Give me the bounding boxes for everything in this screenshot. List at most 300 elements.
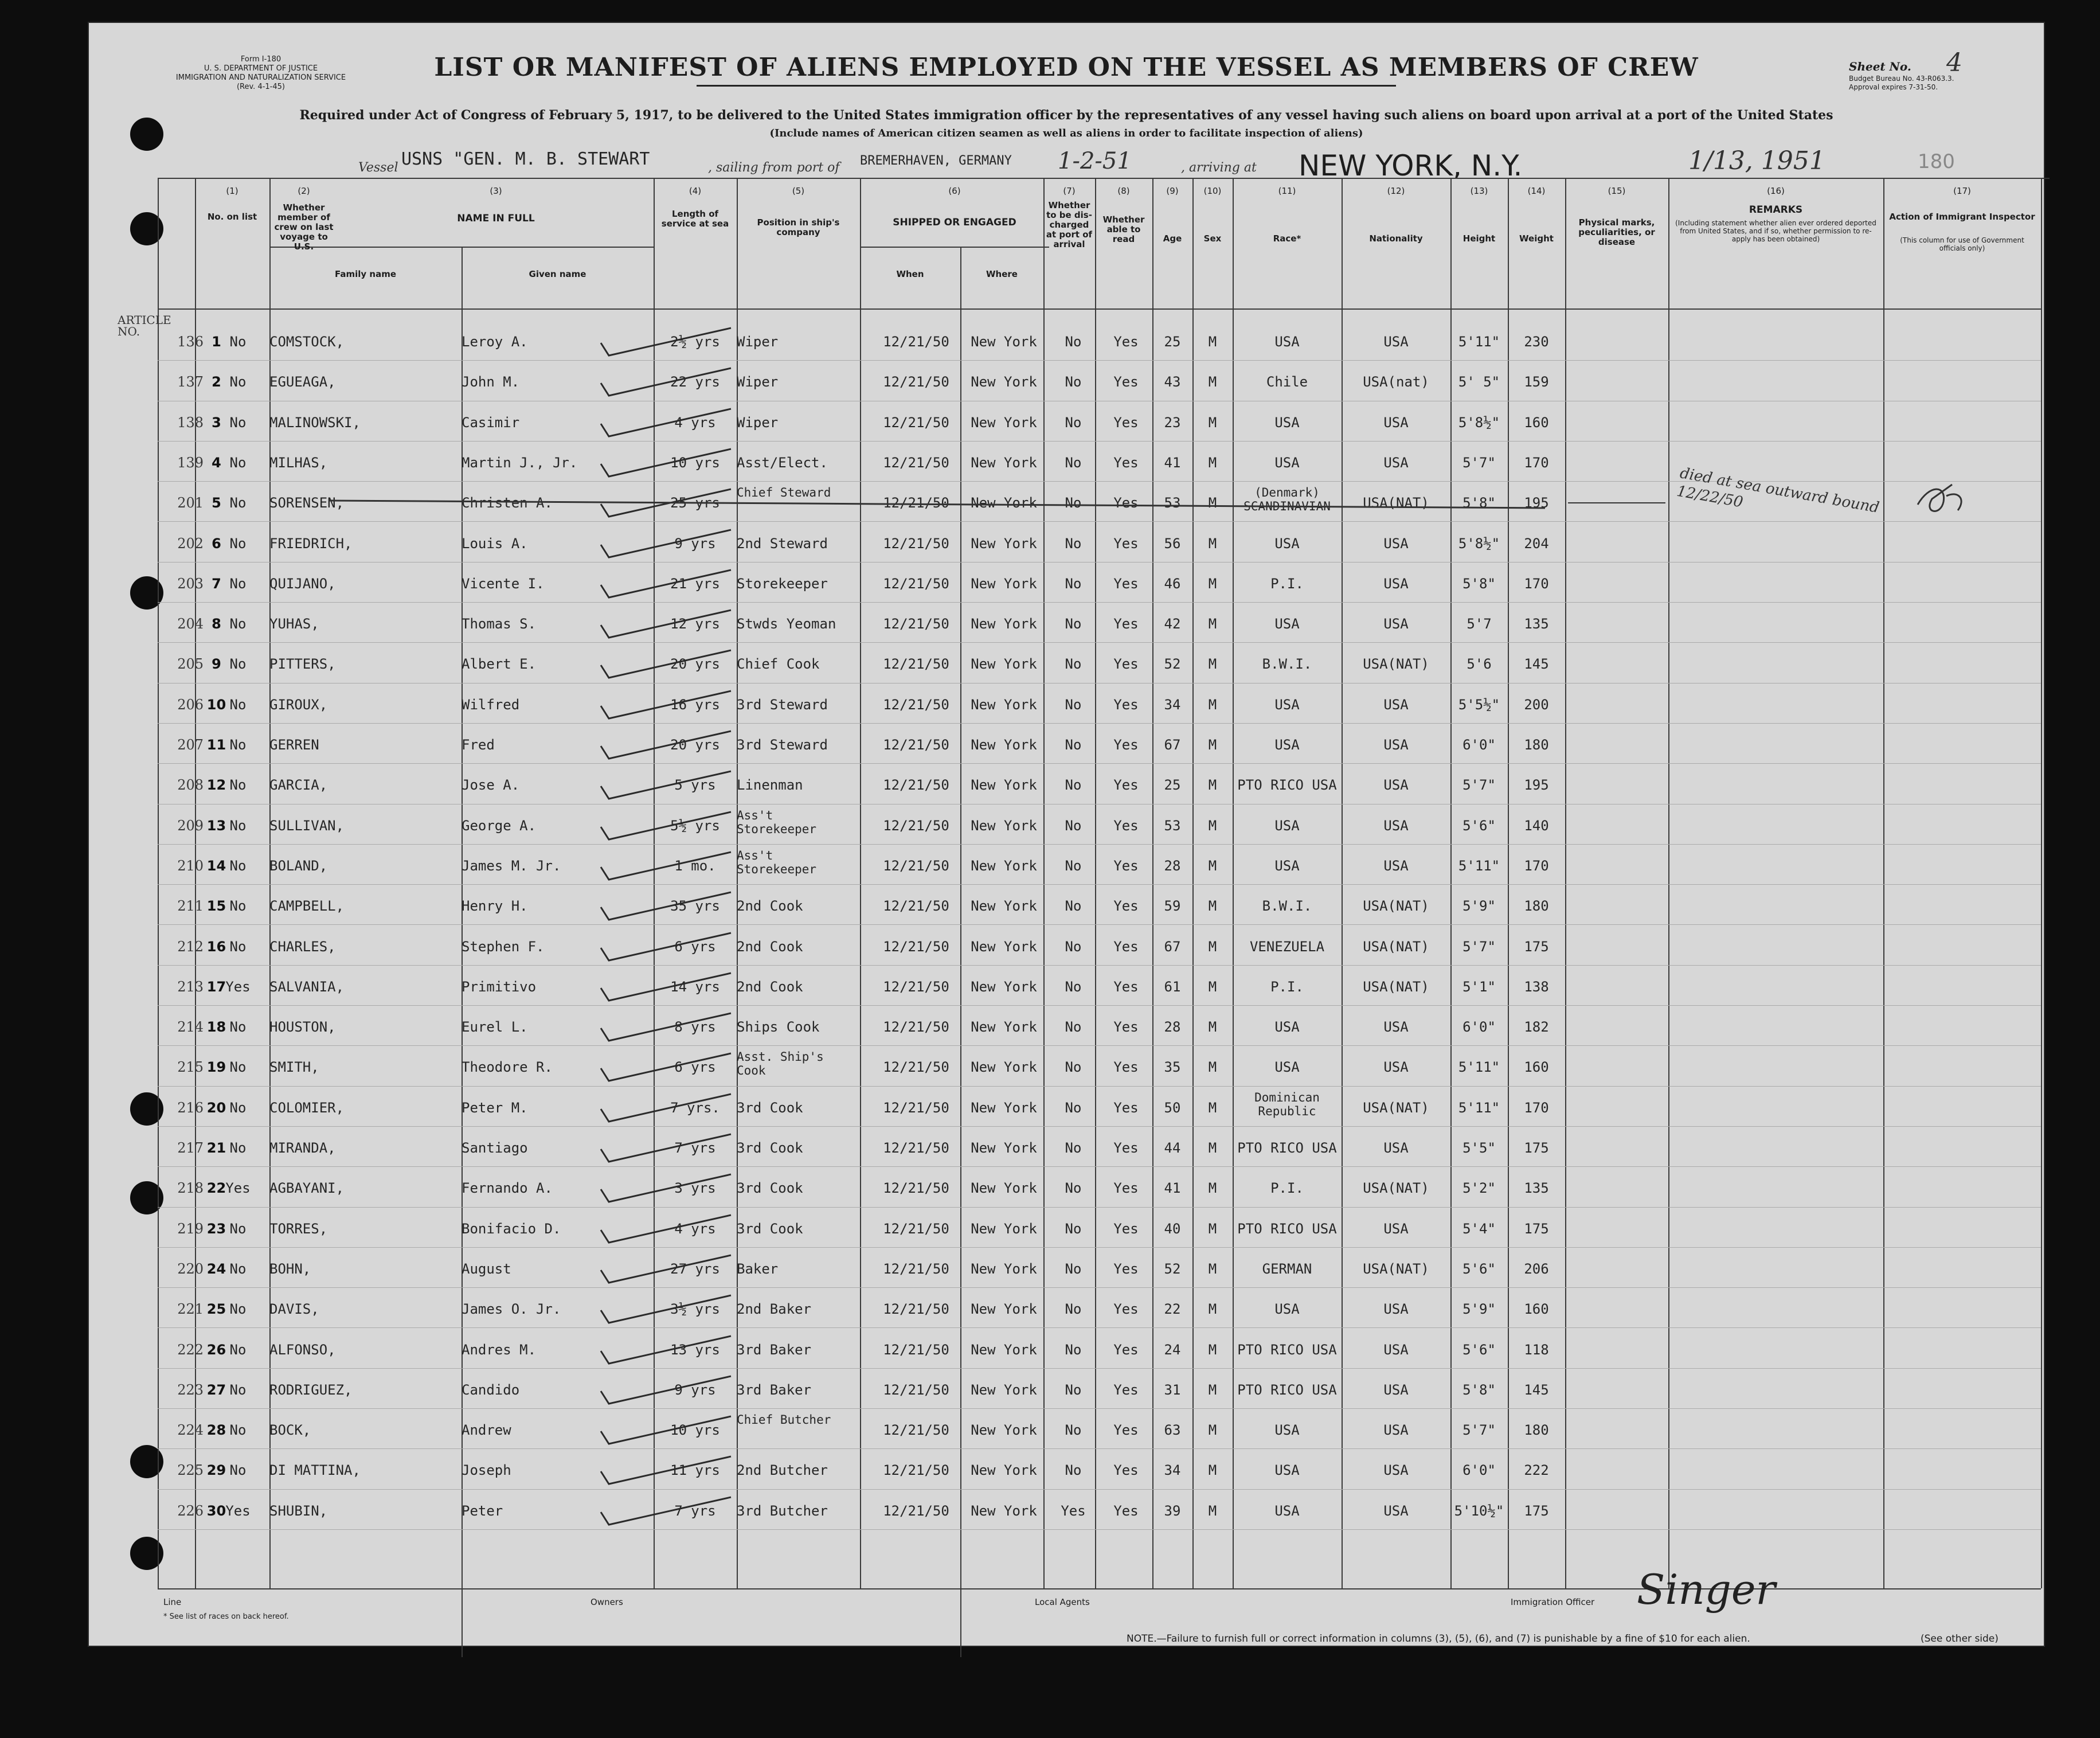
document-subtitle: Required under Act of Congress of February 5, 1917, to be delivered to the United States immigration officer by the representatives of any vessel having such aliens on board upon arrival at a port of the United States <box>299 108 1833 123</box>
department: U. S. DEPARTMENT OF JUSTICE <box>204 64 318 73</box>
able-to-read: Yes <box>1113 1381 1139 1398</box>
height: 5'5" <box>1462 1140 1496 1156</box>
member-last-voyage: No <box>229 1260 247 1277</box>
shipped-when: 12/21/50 <box>883 938 949 955</box>
age: 43 <box>1164 374 1181 390</box>
member-last-voyage: No <box>229 1422 247 1439</box>
check-mark-icon <box>596 890 734 924</box>
given-name: Martin J., Jr. <box>462 454 578 471</box>
nationality: USA(NAT) <box>1363 1180 1429 1197</box>
row-rule <box>158 723 2041 724</box>
discharged: No <box>1065 616 1082 632</box>
nationality: USA(nat) <box>1363 374 1429 390</box>
discharged: No <box>1065 454 1082 471</box>
race: USA <box>1274 1462 1300 1479</box>
article-number: 203 <box>177 575 204 592</box>
race: USA <box>1274 414 1300 431</box>
discharged: No <box>1065 1462 1082 1479</box>
given-name: Bonifacio D. <box>462 1220 561 1237</box>
sex: M <box>1208 1140 1217 1156</box>
weight: 140 <box>1524 817 1549 834</box>
discharged: No <box>1065 1260 1082 1277</box>
sex: M <box>1208 1059 1217 1076</box>
col-number: (12) <box>1387 186 1405 196</box>
member-last-voyage: No <box>229 938 247 955</box>
article-number: 209 <box>177 817 204 834</box>
race: USA <box>1274 1059 1300 1076</box>
able-to-read: Yes <box>1113 777 1139 794</box>
discharged: No <box>1065 1180 1082 1197</box>
check-mark-icon <box>596 568 734 602</box>
shipped-when: 12/21/50 <box>883 414 949 431</box>
check-mark-icon <box>596 729 734 763</box>
footer-owners-label: Owners <box>590 1597 623 1607</box>
race: VENEZUELA <box>1249 938 1325 955</box>
race: USA <box>1274 454 1300 471</box>
document-subtitle-2: (Include names of American citizen seamen as well as aliens in order to facilitate inspection of aliens) <box>769 127 1363 139</box>
nationality: USA(NAT) <box>1363 898 1429 915</box>
sex: M <box>1208 535 1217 552</box>
length-of-service: 9 yrs <box>674 1381 716 1398</box>
row-number: 3 <box>212 414 221 431</box>
nationality: USA(NAT) <box>1363 1260 1429 1277</box>
shipped-where: New York <box>971 1341 1037 1358</box>
check-mark-icon <box>596 850 734 884</box>
length-of-service: 35 yrs <box>670 898 720 915</box>
height: 5'6" <box>1462 817 1496 834</box>
row-rule <box>158 1448 2041 1449</box>
position: 3rd Cook <box>737 1099 803 1116</box>
sex: M <box>1208 1180 1217 1197</box>
article-number: 138 <box>177 414 204 431</box>
member-last-voyage: No <box>229 414 247 431</box>
family-name: YUHAS, <box>269 616 319 632</box>
sex: M <box>1208 938 1217 955</box>
row-rule <box>158 965 2041 966</box>
family-name: PITTERS, <box>269 656 336 673</box>
length-of-service: 22 yrs <box>670 374 720 390</box>
position: Ass't Storekeeper <box>737 808 817 836</box>
discharged: No <box>1065 575 1082 592</box>
given-name: Henry H. <box>462 898 528 915</box>
shipped-where: New York <box>971 1099 1037 1116</box>
length-of-service: 27 yrs <box>670 1260 720 1277</box>
race: P.I. <box>1270 1180 1304 1197</box>
race: USA <box>1274 1422 1300 1439</box>
check-mark-icon <box>596 1293 734 1327</box>
weight: 182 <box>1524 1019 1549 1036</box>
check-mark-icon <box>596 407 734 441</box>
position: Storekeeper <box>737 575 828 592</box>
shipped-where: New York <box>971 1462 1037 1479</box>
sex: M <box>1208 817 1217 834</box>
discharged: No <box>1065 938 1082 955</box>
table-row <box>89 1006 2044 1046</box>
nationality: USA <box>1383 1019 1409 1036</box>
shipped-when: 12/21/50 <box>883 978 949 995</box>
shipped-where: New York <box>971 1502 1037 1519</box>
header-length-service: Length of service at sea <box>661 209 729 229</box>
length-of-service: 6 yrs <box>674 1059 716 1076</box>
member-last-voyage: No <box>229 1019 247 1036</box>
article-number: 202 <box>177 535 204 552</box>
shipped-where: New York <box>971 1301 1037 1318</box>
position: Linenman <box>737 777 803 794</box>
nationality: USA <box>1383 1422 1409 1439</box>
check-mark-icon <box>596 528 734 562</box>
row-number: 22 <box>206 1180 226 1197</box>
family-name: CAMPBELL, <box>269 898 345 915</box>
sex: M <box>1208 1422 1217 1439</box>
table-row <box>89 966 2044 1006</box>
shipped-where: New York <box>971 1140 1037 1156</box>
table-row <box>89 1167 2044 1208</box>
able-to-read: Yes <box>1113 1019 1139 1036</box>
sex: M <box>1208 454 1217 471</box>
shipped-where: New York <box>971 374 1037 390</box>
row-number: 30 <box>206 1502 226 1519</box>
row-number: 11 <box>206 737 226 753</box>
col-number: (16) <box>1767 186 1785 196</box>
nationality: USA <box>1383 817 1409 834</box>
given-name: Fred <box>462 737 495 753</box>
weight: 175 <box>1524 1502 1549 1519</box>
article-number: 212 <box>177 938 204 955</box>
family-name: BOLAND, <box>269 857 328 874</box>
height: 5'7 <box>1467 616 1492 632</box>
nationality: USA <box>1383 857 1409 874</box>
shipped-when: 12/21/50 <box>883 777 949 794</box>
initials-mark <box>1912 479 1975 519</box>
shipped-when: 12/21/50 <box>883 1180 949 1197</box>
given-name: Albert E. <box>462 656 537 673</box>
header-height: Height <box>1462 233 1496 244</box>
row-number: 4 <box>212 454 221 471</box>
grid-line <box>158 178 2041 179</box>
shipped-where: New York <box>971 495 1037 511</box>
family-name: BOHN, <box>269 1260 311 1277</box>
article-number: 205 <box>177 656 204 673</box>
race: USA <box>1274 737 1300 753</box>
position: Ass't Storekeeper <box>737 848 817 876</box>
footer-officer-label: Immigration Officer <box>1511 1597 1595 1607</box>
family-name: AGBAYANI, <box>269 1180 345 1197</box>
length-of-service: 3 yrs <box>674 1180 716 1197</box>
shipped-when: 12/21/50 <box>883 1140 949 1156</box>
given-name: Joseph <box>462 1462 511 1479</box>
article-number: 217 <box>177 1140 204 1156</box>
able-to-read: Yes <box>1113 978 1139 995</box>
position: Asst. Ship's Cook <box>737 1050 824 1078</box>
race: GERMAN <box>1262 1260 1312 1277</box>
given-name: Theodore R. <box>462 1059 553 1076</box>
age: 41 <box>1164 1180 1181 1197</box>
length-of-service: 10 yrs <box>670 454 720 471</box>
length-of-service: 4 yrs <box>674 1220 716 1237</box>
able-to-read: Yes <box>1113 495 1139 511</box>
length-of-service: 8 yrs <box>674 1019 716 1036</box>
col-number: (8) <box>1117 186 1130 196</box>
age: 41 <box>1164 454 1181 471</box>
shipped-where: New York <box>971 575 1037 592</box>
race: B.W.I. <box>1262 898 1312 915</box>
shipped-when: 12/21/50 <box>883 334 949 350</box>
header-nationality: Nationality <box>1369 233 1423 244</box>
height: 5'7" <box>1462 777 1496 794</box>
height: 5'10½" <box>1454 1502 1504 1519</box>
row-number: 1 <box>212 334 221 350</box>
height: 5'11" <box>1458 1059 1500 1076</box>
row-number: 7 <box>212 575 221 592</box>
header-name-in-full: NAME IN FULL <box>457 213 535 224</box>
family-name: GARCIA, <box>269 777 328 794</box>
sex: M <box>1208 857 1217 874</box>
discharged: No <box>1065 656 1082 673</box>
family-name: SHUBIN, <box>269 1502 328 1519</box>
nationality: USA <box>1383 1301 1409 1318</box>
given-name: Christen A. <box>462 495 553 511</box>
family-name: GIROUX, <box>269 696 328 713</box>
sex: M <box>1208 1381 1217 1398</box>
given-name: Primitivo <box>462 978 537 995</box>
article-number: 220 <box>177 1260 204 1277</box>
article-number: 223 <box>177 1381 204 1398</box>
sex: M <box>1208 1301 1217 1318</box>
height: 5'8½" <box>1458 535 1500 552</box>
length-of-service: 25 yrs <box>670 495 720 511</box>
discharged: No <box>1065 535 1082 552</box>
height: 5'7" <box>1462 454 1496 471</box>
position: Asst/Elect. <box>737 454 828 471</box>
nationality: USA <box>1383 414 1409 431</box>
article-number: 224 <box>177 1422 204 1439</box>
given-name: George A. <box>462 817 537 834</box>
position: 3rd Cook <box>737 1220 803 1237</box>
row-number: 2 <box>212 374 221 390</box>
discharged: No <box>1065 1059 1082 1076</box>
able-to-read: Yes <box>1113 454 1139 471</box>
article-number: 215 <box>177 1059 204 1076</box>
departure-port: BREMERHAVEN, GERMANY <box>860 154 1012 168</box>
able-to-read: Yes <box>1113 535 1139 552</box>
family-name: RODRIGUEZ, <box>269 1381 353 1398</box>
race: USA <box>1274 696 1300 713</box>
discharged: No <box>1065 414 1082 431</box>
discharged: No <box>1065 1301 1082 1318</box>
remark-line <box>1568 502 1665 503</box>
shipped-where: New York <box>971 817 1037 834</box>
shipped-where: New York <box>971 1422 1037 1439</box>
able-to-read: Yes <box>1113 1180 1139 1197</box>
weight: 206 <box>1524 1260 1549 1277</box>
arrival-date: 1/13, 1951 <box>1688 146 1825 175</box>
row-rule <box>158 1166 2041 1167</box>
discharged: No <box>1065 1220 1082 1237</box>
row-rule <box>158 844 2041 845</box>
given-name: Eurel L. <box>462 1019 528 1036</box>
table-row <box>89 1248 2044 1288</box>
length-of-service: 20 yrs <box>670 737 720 753</box>
revision: (Rev. 4-1-45) <box>236 83 285 91</box>
age: 39 <box>1164 1502 1181 1519</box>
row-rule <box>158 1086 2041 1087</box>
given-name: John M. <box>462 374 520 390</box>
height: 5'8" <box>1462 495 1496 511</box>
race: USA <box>1274 1301 1300 1318</box>
position: Wiper <box>737 374 779 390</box>
position: Baker <box>737 1260 779 1277</box>
age: 25 <box>1164 777 1181 794</box>
able-to-read: Yes <box>1113 817 1139 834</box>
check-mark-icon <box>596 1213 734 1247</box>
given-name: Stephen F. <box>462 938 545 955</box>
given-name: James O. Jr. <box>462 1301 561 1318</box>
weight: 138 <box>1524 978 1549 995</box>
able-to-read: Yes <box>1113 616 1139 632</box>
check-mark-icon <box>596 447 734 481</box>
nationality: USA <box>1383 454 1409 471</box>
race: Dominican Republic <box>1254 1090 1320 1118</box>
given-name: Andres M. <box>462 1341 537 1358</box>
table-row <box>89 885 2044 925</box>
age: 34 <box>1164 696 1181 713</box>
check-mark-icon <box>596 326 734 360</box>
sheet-label: Sheet No. <box>1849 60 1911 73</box>
shipped-when: 12/21/50 <box>883 495 949 511</box>
discharged: Yes <box>1061 1502 1086 1519</box>
row-number: 23 <box>206 1220 226 1237</box>
shipped-where: New York <box>971 938 1037 955</box>
row-rule <box>158 562 2041 563</box>
shipped-when: 12/21/50 <box>883 656 949 673</box>
row-number: 19 <box>206 1059 226 1076</box>
family-name: SMITH, <box>269 1059 319 1076</box>
header-action-note: (This column for use of Government officials only) <box>1900 236 2024 252</box>
col-number: (13) <box>1470 186 1488 196</box>
age: 67 <box>1164 737 1181 753</box>
nationality: USA <box>1383 1220 1409 1237</box>
sheet-number: 4 <box>1946 48 1962 77</box>
race: USA <box>1274 1019 1300 1036</box>
table-row <box>89 402 2044 442</box>
row-rule <box>158 1126 2041 1127</box>
length-of-service: 5 yrs <box>674 777 716 794</box>
table-row <box>89 845 2044 885</box>
given-name: James M. Jr. <box>462 857 561 874</box>
weight: 160 <box>1524 414 1549 431</box>
header-no-on-list: No. on list <box>207 212 257 222</box>
given-name: Vicente I. <box>462 575 545 592</box>
stamp-number: 180 <box>1918 150 1955 173</box>
col-number: (7) <box>1063 186 1076 196</box>
able-to-read: Yes <box>1113 1341 1139 1358</box>
discharged: No <box>1065 978 1082 995</box>
height: 6'0" <box>1462 1019 1496 1036</box>
family-name: BOCK, <box>269 1422 311 1439</box>
col-number: (14) <box>1527 186 1546 196</box>
nationality: USA <box>1383 777 1409 794</box>
age: 52 <box>1164 1260 1181 1277</box>
discharged: No <box>1065 1140 1082 1156</box>
shipped-when: 12/21/50 <box>883 1341 949 1358</box>
length-of-service: 11 yrs <box>670 1462 720 1479</box>
article-number: 222 <box>177 1341 204 1358</box>
height: 5'8" <box>1462 575 1496 592</box>
row-number: 8 <box>212 616 221 632</box>
article-number: 221 <box>177 1301 204 1318</box>
position: Chief Steward <box>737 486 831 500</box>
length-of-service: 6 yrs <box>674 938 716 955</box>
weight: 160 <box>1524 1059 1549 1076</box>
sex: M <box>1208 374 1217 390</box>
weight: 159 <box>1524 374 1549 390</box>
shipped-when: 12/21/50 <box>883 1099 949 1116</box>
header-shipped-engaged: SHIPPED OR ENGAGED <box>893 217 1016 228</box>
family-name: CHARLES, <box>269 938 336 955</box>
race: USA <box>1274 334 1300 350</box>
check-mark-icon <box>596 689 734 723</box>
shipped-where: New York <box>971 978 1037 995</box>
row-rule <box>158 884 2041 885</box>
length-of-service: 2½ yrs <box>670 334 720 350</box>
col-number: (6) <box>948 186 961 196</box>
row-rule <box>158 1327 2041 1328</box>
member-last-voyage: No <box>229 495 247 511</box>
nationality: USA <box>1383 1140 1409 1156</box>
weight: 175 <box>1524 938 1549 955</box>
member-last-voyage: No <box>229 1059 247 1076</box>
sex: M <box>1208 616 1217 632</box>
row-rule <box>158 602 2041 603</box>
shipped-where: New York <box>971 898 1037 915</box>
family-name: HOUSTON, <box>269 1019 336 1036</box>
row-number: 28 <box>206 1422 226 1439</box>
given-name: Louis A. <box>462 535 528 552</box>
nationality: USA <box>1383 334 1409 350</box>
sex: M <box>1208 414 1217 431</box>
given-name: Thomas S. <box>462 616 537 632</box>
row-number: 26 <box>206 1341 226 1358</box>
member-last-voyage: No <box>229 334 247 350</box>
check-mark-icon <box>596 1132 734 1166</box>
position: 2nd Butcher <box>737 1462 828 1479</box>
shipped-when: 12/21/50 <box>883 1502 949 1519</box>
age: 46 <box>1164 575 1181 592</box>
weight: 180 <box>1524 1422 1549 1439</box>
discharged: No <box>1065 777 1082 794</box>
shipped-where: New York <box>971 334 1037 350</box>
given-name: Candido <box>462 1381 520 1398</box>
age: 22 <box>1164 1301 1181 1318</box>
sailing-label: , sailing from port of <box>708 161 840 175</box>
check-mark-icon <box>596 769 734 803</box>
age: 53 <box>1164 495 1181 511</box>
weight: 195 <box>1524 495 1549 511</box>
family-name: EGUEAGA, <box>269 374 336 390</box>
position: 3rd Steward <box>737 737 828 753</box>
row-number: 21 <box>206 1140 226 1156</box>
height: 5'6" <box>1462 1341 1496 1358</box>
member-last-voyage: No <box>229 898 247 915</box>
able-to-read: Yes <box>1113 1099 1139 1116</box>
footer-agents-label: Local Agents <box>1035 1597 1090 1607</box>
table-row <box>89 1409 2044 1450</box>
member-last-voyage: No <box>229 1140 247 1156</box>
article-number: 208 <box>177 777 204 794</box>
age: 56 <box>1164 535 1181 552</box>
height: 5'11" <box>1458 857 1500 874</box>
shipped-when: 12/21/50 <box>883 1059 949 1076</box>
